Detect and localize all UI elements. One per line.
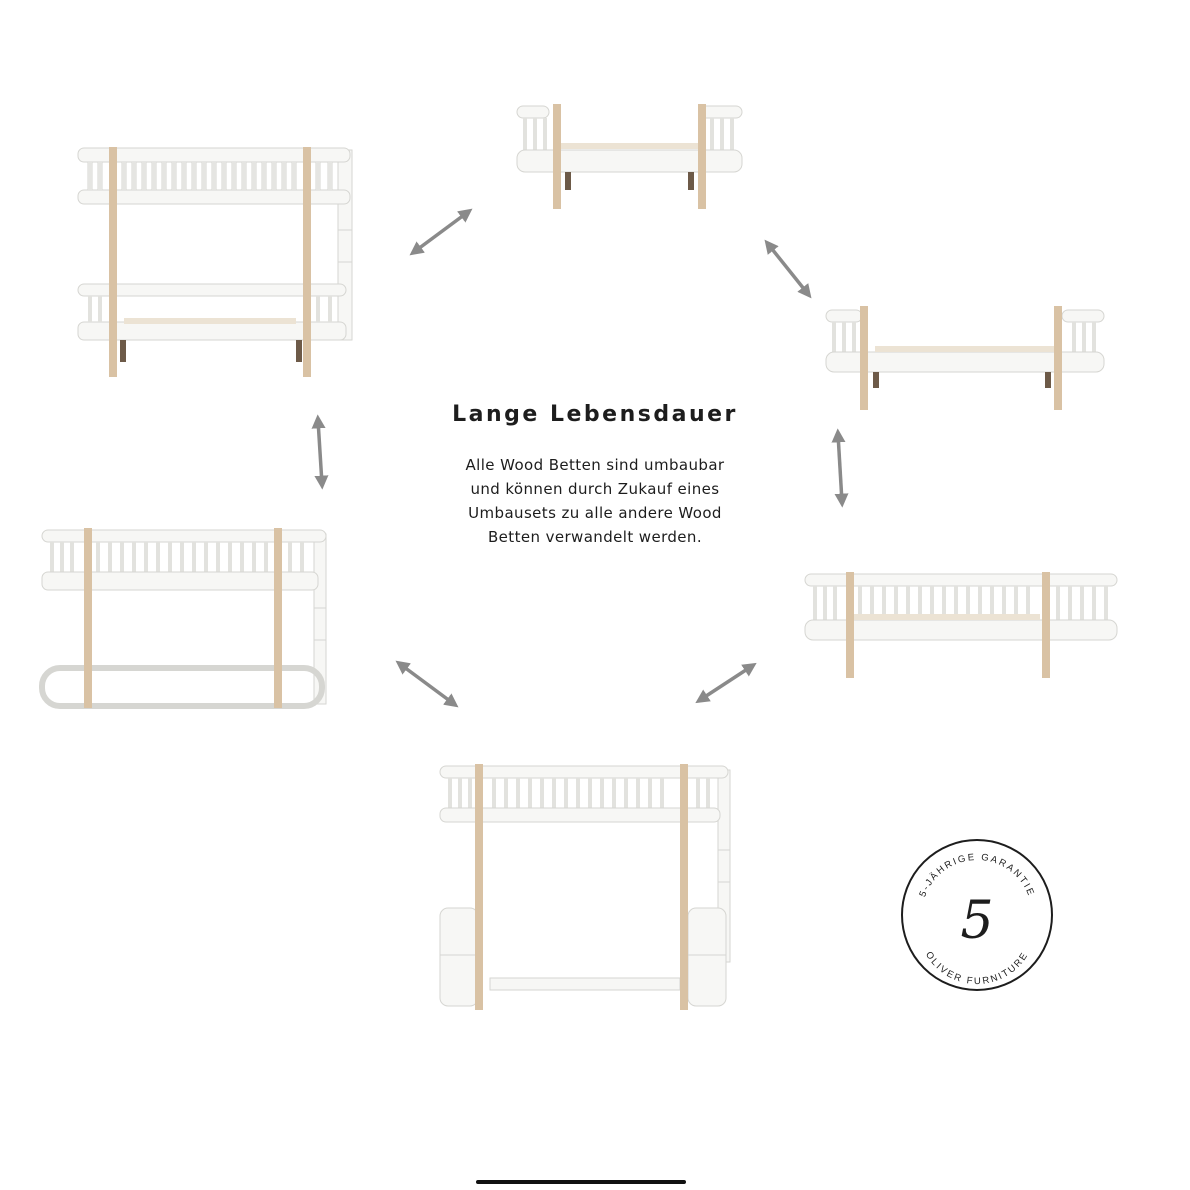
double-arrow-icon — [318, 420, 322, 484]
description-line: und können durch Zukauf eines — [470, 480, 720, 498]
double-arrow-icon — [768, 244, 808, 294]
warranty-badge — [902, 840, 1052, 990]
double-arrow-icon — [414, 212, 468, 252]
badge-top-text: 5-JÄHRIGE GARANTIE — [917, 851, 1037, 899]
double-arrow-icon — [700, 666, 752, 700]
description-line: Betten verwandelt werden. — [487, 528, 703, 546]
description-line: Umbausets zu alle andere Wood — [468, 504, 722, 522]
day-bed-icon — [805, 572, 1117, 678]
description — [395, 453, 795, 549]
badge-numeral: 5 — [960, 891, 994, 951]
bunk-bed-icon — [78, 147, 352, 377]
single-bed-icon — [826, 306, 1104, 410]
center-text-block — [395, 402, 795, 549]
high-loft-bed-icon — [440, 764, 730, 1010]
description-line: Alle Wood Betten sind umbaubar — [465, 456, 725, 474]
double-arrow-icon — [838, 434, 842, 502]
low-loft-bed-icon — [42, 528, 326, 708]
junior-bed-icon — [517, 104, 742, 209]
home-indicator[interactable] — [476, 1180, 686, 1184]
page-title: Lange Lebensdauer — [452, 402, 738, 427]
badge-bottom-text: OLIVER FURNITURE — [922, 949, 1032, 988]
double-arrow-icon — [400, 664, 454, 704]
